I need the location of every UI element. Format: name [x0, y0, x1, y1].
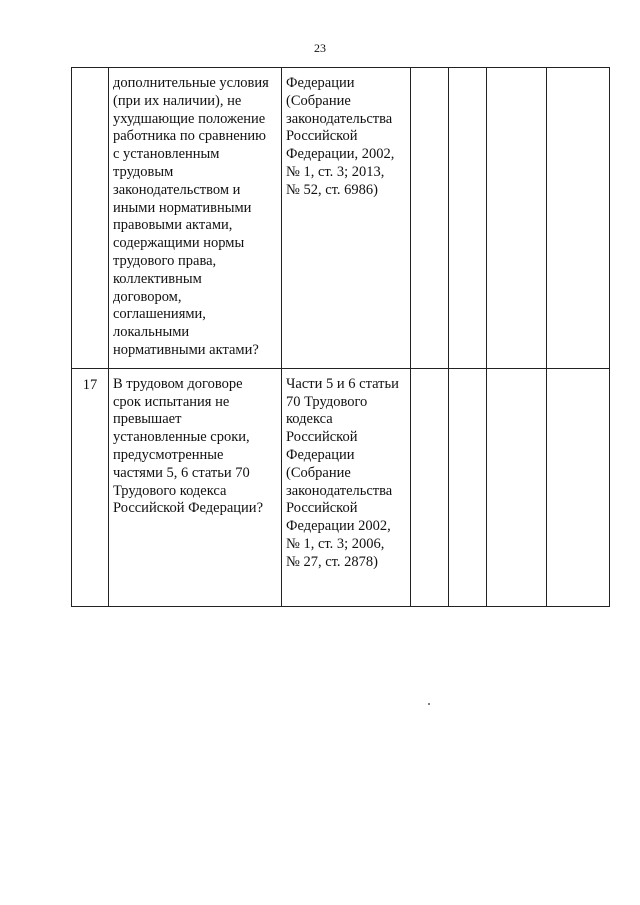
checklist-table: [71, 67, 610, 607]
requirement-line: дополнительные условия: [113, 75, 269, 91]
reference-line: кодекса: [286, 411, 333, 428]
requirement-line: трудовым: [113, 163, 174, 180]
reference-line: (Собрание: [286, 92, 351, 109]
requirement-line: (при их наличии), не: [113, 92, 242, 109]
requirement-line: В трудовом договоре: [113, 375, 243, 392]
answer-yes-cell: [411, 68, 449, 369]
reference-line: Российской: [286, 500, 358, 517]
notes-cell: [547, 368, 610, 606]
requirement-line: работника по сравнению: [113, 128, 267, 145]
page-number: 23: [314, 41, 326, 55]
reference-line: (Собрание: [286, 464, 351, 481]
reference-line: законодательства: [286, 482, 393, 499]
requirement-line: законодательством и: [113, 181, 241, 198]
answer-yes-cell: [411, 368, 449, 606]
scan-speck: [428, 703, 430, 705]
answer-not-applicable-cell: [487, 68, 547, 369]
requirement-line: соглашениями,: [113, 306, 206, 323]
answer-not-applicable-cell: [487, 368, 547, 606]
requirement-cell: [109, 68, 282, 369]
requirement-line: трудового права,: [113, 252, 217, 269]
reference-line: Федерации: [286, 446, 355, 463]
reference-line: Российской: [286, 128, 358, 145]
requirement-cell: [109, 368, 282, 606]
reference-line: Федерации: [286, 75, 355, 91]
row-number-cell: [72, 68, 109, 369]
requirement-line: установленные сроки,: [113, 429, 250, 446]
requirement-line: иными нормативными: [113, 199, 252, 216]
requirement-line: Российской Федерации?: [113, 500, 263, 517]
reference-line: законодательства: [286, 110, 393, 127]
reference-line: № 1, ст. 3; 2006,: [286, 535, 385, 552]
legal-reference-cell: [282, 68, 411, 369]
answer-no-cell: [449, 368, 487, 606]
requirement-line: локальными: [113, 324, 190, 341]
requirement-line: правовыми актами,: [113, 217, 233, 234]
requirement-line: нормативными актами?: [113, 341, 259, 358]
requirement-line: с установленным: [113, 146, 220, 163]
requirement-line: срок испытания не: [113, 393, 230, 410]
requirement-line: ухудшающие положение: [113, 110, 266, 127]
requirement-line: Трудового кодекса: [113, 482, 227, 499]
requirement-line: превышает: [113, 411, 182, 428]
notes-cell: [547, 68, 610, 369]
reference-line: 70 Трудового: [286, 393, 368, 410]
reference-line: Российской: [286, 429, 358, 446]
row-number-cell: 17: [72, 368, 109, 606]
reference-line: Федерации, 2002,: [286, 146, 395, 163]
reference-line: № 1, ст. 3; 2013,: [286, 163, 385, 180]
table-row: [72, 68, 610, 369]
requirement-line: предусмотренные: [113, 446, 224, 463]
reference-line: Федерации 2002,: [286, 518, 391, 535]
reference-line: № 27, ст. 2878): [286, 553, 378, 570]
requirement-line: частями 5, 6 статьи 70: [113, 464, 250, 481]
requirement-line: договором,: [113, 288, 182, 305]
reference-line: № 52, ст. 6986): [286, 181, 378, 198]
reference-line: Части 5 и 6 статьи: [286, 375, 399, 392]
answer-no-cell: [449, 68, 487, 369]
legal-reference-cell: [282, 368, 411, 606]
table-row: [72, 368, 610, 606]
requirement-line: содержащими нормы: [113, 235, 245, 252]
requirement-line: коллективным: [113, 270, 202, 287]
